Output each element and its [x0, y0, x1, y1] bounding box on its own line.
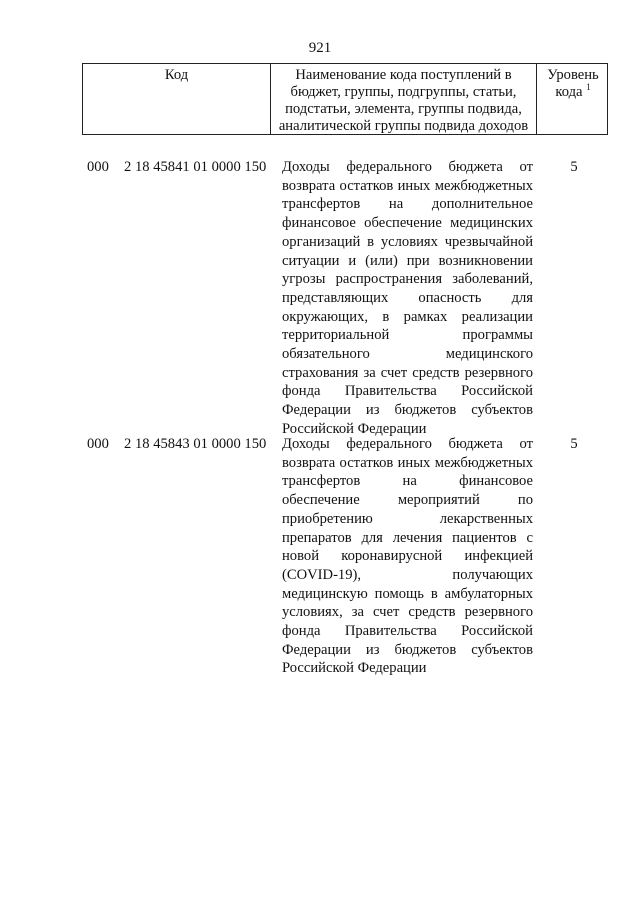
header-name: Наименование кода поступлений в бюджет, группы, подгруппы, статьи, подстатьи, элемента, группы подвида, аналитической группы подвида доходов [271, 64, 537, 134]
footnote-marker: 1 [586, 82, 591, 93]
header-code: Код [83, 64, 271, 134]
budget-code: 2 18 45843 01 0000 150 [124, 436, 267, 452]
header-level-cell [537, 64, 609, 134]
code-level: 5 [570, 436, 578, 452]
admin-code: 000 [87, 159, 109, 175]
income-description: Доходы федерального бюджета от возврата остатков иных межбюджетных трансфертов на дополнительное финансовое обеспечение медицинских организаций в условиях чрезвычайной ситуации и (или) при возникновении угрозы распространения заболеваний, представляющих опасность для окружающих, в рамках реализации территориальной программы обязательного медицинского страхования за счет средств резервного фонда Правительства Российской Федерации из бюджетов субъектов Российской Федерации [282, 159, 533, 437]
table-header [82, 63, 608, 135]
page-number: 921 [308, 40, 332, 56]
header-level: Уровень кода [547, 67, 599, 100]
budget-code: 2 18 45841 01 0000 150 [124, 159, 267, 175]
code-level: 5 [570, 159, 578, 175]
admin-code: 000 [87, 436, 109, 452]
income-description: Доходы федерального бюджета от возврата остатков иных межбюджетных трансфертов на финансовое обеспечение мероприятий по приобретению лекарственных препаратов для лечения пациентов с новой коронавирусной инфекцией (COVID-19), получающих медицинскую помощь в амбулаторных условиях, за счет средств резервного фонда Правительства Российской Федерации из бюджетов субъектов Российской Федерации [282, 436, 533, 677]
